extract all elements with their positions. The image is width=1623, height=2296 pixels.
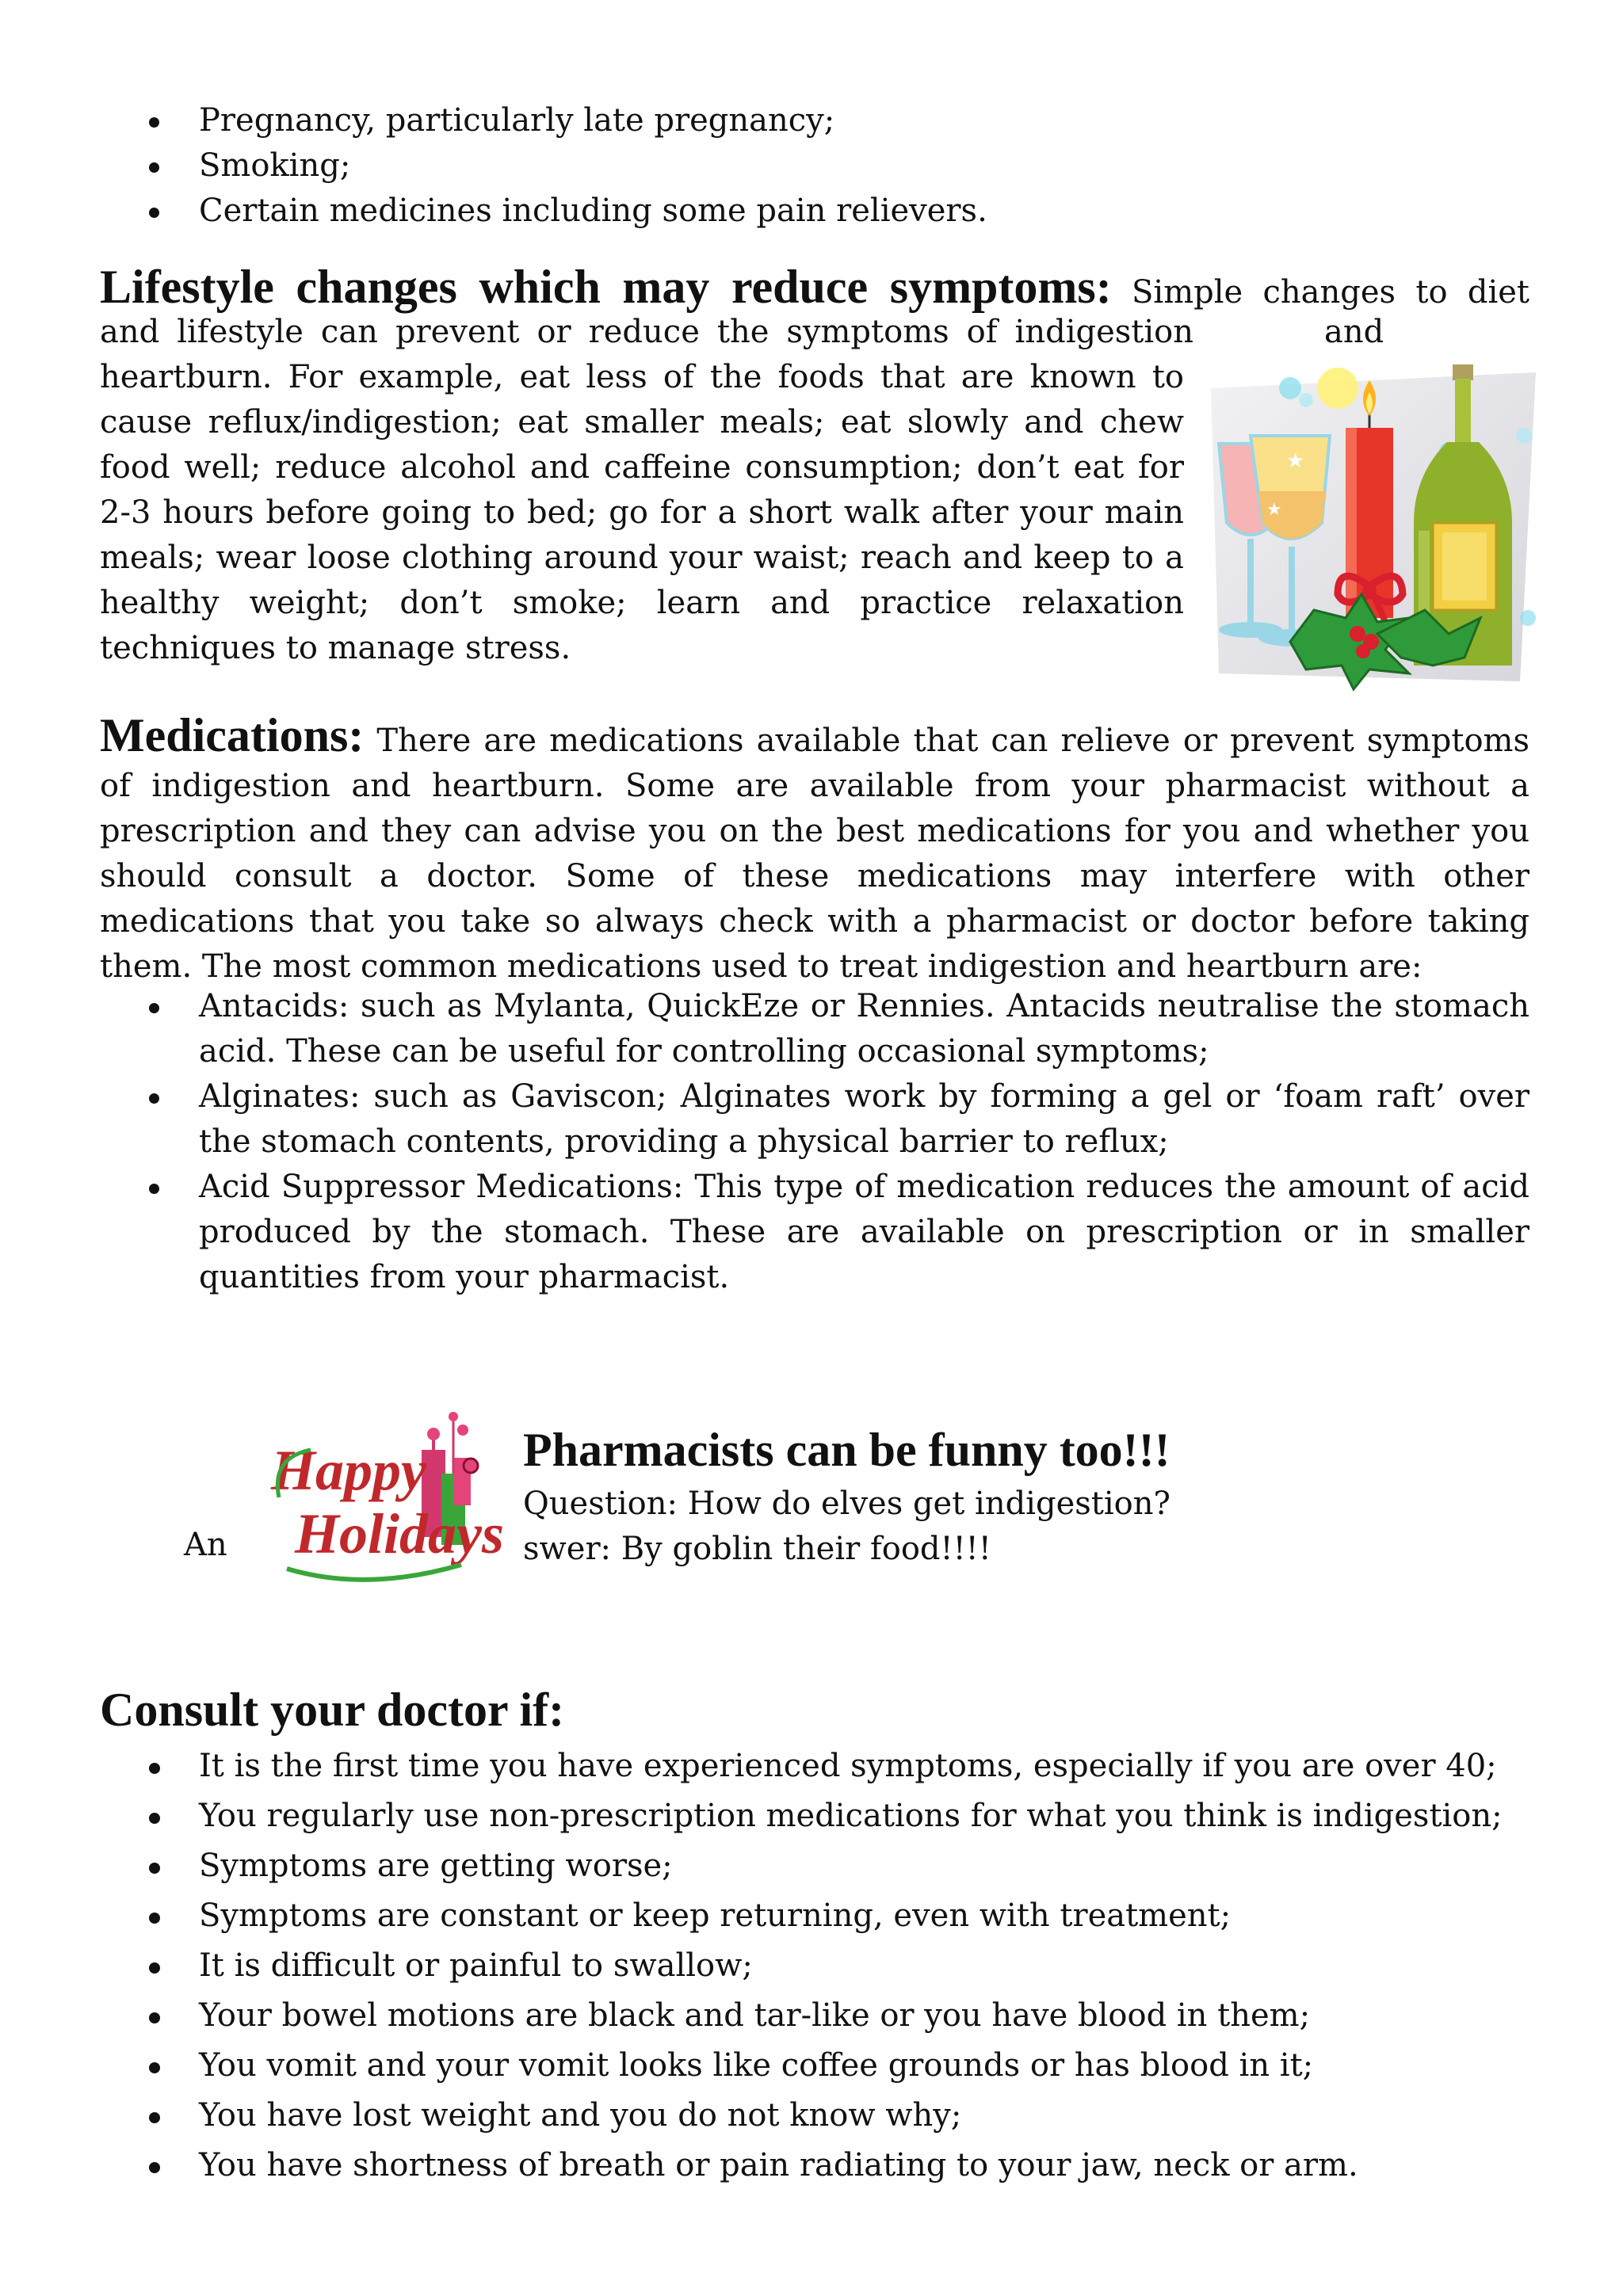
consult-list bbox=[100, 1741, 1550, 2191]
lifestyle-line2-text: and lifestyle can prevent or reduce the symptoms of indigestion bbox=[100, 314, 1193, 350]
list-item: Symptoms are getting worse; bbox=[100, 1841, 1550, 1891]
list-item: Certain medicines including some pain relievers. bbox=[100, 189, 1526, 234]
lifestyle-intro-text: Simple changes to diet bbox=[1111, 274, 1529, 311]
list-item: Your bowel motions are black and tar-like or you have blood in them; bbox=[100, 1991, 1550, 2041]
logo-word-happy: Happy bbox=[271, 1439, 426, 1502]
joke-title: Pharmacists can be funny too!!! bbox=[523, 1424, 1170, 1476]
list-item: It is the first time you have experienced symptoms, especially if you are over 40; bbox=[100, 1741, 1550, 1791]
list-item: You have shortness of breath or pain radiating to your jaw, neck or arm. bbox=[100, 2141, 1550, 2191]
logo-word-holidays: Holidays bbox=[295, 1502, 504, 1566]
logo-swash bbox=[287, 1565, 461, 1580]
list-item: Alginates: such as Gaviscon; Alginates work by forming a gel or ‘foam raft’ over the stomach contents, providing a physical barrier to reflux; bbox=[100, 1074, 1529, 1165]
happy-holidays-logo bbox=[263, 1402, 504, 1592]
list-item: Pregnancy, particularly late pregnancy; bbox=[100, 98, 1526, 143]
medications-list bbox=[100, 984, 1529, 1300]
list-item: Smoking; bbox=[100, 143, 1526, 189]
lifestyle-second-line bbox=[100, 310, 1529, 355]
list-item: You vomit and your vomit looks like coffee grounds or has blood in it; bbox=[100, 2041, 1550, 2091]
consult-section bbox=[100, 1678, 1550, 2191]
list-item: Antacids: such as Mylanta, QuickEze or Rennies. Antacids neutralise the stomach acid. These can be useful for controlling occasional symptoms; bbox=[100, 984, 1529, 1074]
list-item: Acid Suppressor Medications: This type of medication reduces the amount of acid produced by the stomach. These are available on prescription or in smaller quantities from your pharmacist. bbox=[100, 1165, 1529, 1300]
joke-question: Question: How do elves get indigestion? bbox=[523, 1486, 1170, 1522]
risk-factor-list bbox=[100, 98, 1526, 234]
medications-section bbox=[100, 709, 1530, 990]
medications-paragraph: There are medications available that can relieve or prevent symptoms of indigestion and heartburn. Some are available from your pharmacist without a prescription and they can advise you on the best medications for you and whether you should consult a doctor. Some of these medications may interfere with other medications that you take so always check with a pharmacist or doctor before taking them. The most common medications used to treat indigestion and heartburn are: bbox=[100, 723, 1530, 985]
list-item: You have lost weight and you do not know why; bbox=[100, 2091, 1550, 2141]
joke-section bbox=[523, 1418, 1553, 1572]
svg-text:★: ★ bbox=[1286, 449, 1305, 473]
lifestyle-line2-and: and bbox=[1324, 314, 1384, 350]
list-item: It is difficult or painful to swallow; bbox=[100, 1941, 1550, 1991]
consult-heading: Consult your doctor if: bbox=[100, 1684, 565, 1736]
answer-prefix: An bbox=[184, 1527, 227, 1563]
svg-text:★: ★ bbox=[1266, 500, 1282, 520]
lifestyle-intro-line bbox=[100, 261, 1529, 313]
joke-answer: swer: By goblin their food!!!! bbox=[523, 1531, 991, 1567]
list-item: Symptoms are constant or keep returning, even with treatment; bbox=[100, 1891, 1550, 1941]
medications-heading: Medications: bbox=[100, 709, 365, 761]
lifestyle-heading: Lifestyle changes which may reduce symptoms: bbox=[100, 261, 1112, 313]
party-clipart-image bbox=[1195, 357, 1544, 697]
list-item: You regularly use non-prescription medications for what you think is indigestion; bbox=[100, 1791, 1550, 1841]
lifestyle-paragraph: heartburn. For example, eat less of the foods that are known to cause reflux/indigestion; eat smaller meals; eat slowly and chew food well; reduce alcohol and caffeine consumption; don’t eat for 2-3 hours before going to bed; go for a short walk after your main meals; wear loose clothing around your waist; reach and keep to a healthy weight; don’t smoke; learn and practice relaxation techniques to manage stress. bbox=[100, 359, 1184, 666]
